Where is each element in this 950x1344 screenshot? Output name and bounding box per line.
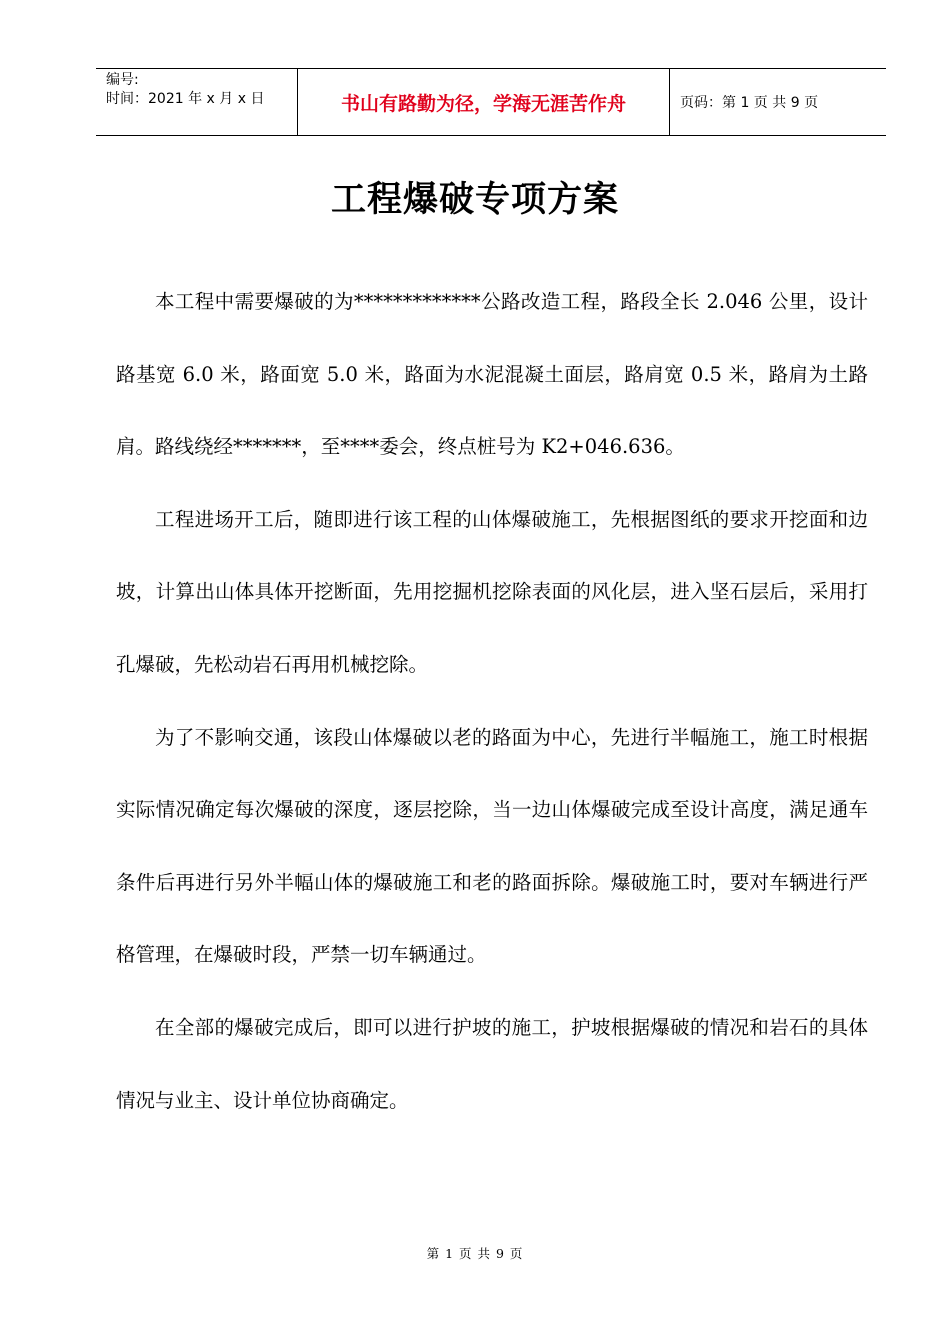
header-page-cell — [670, 69, 886, 135]
page-header — [96, 68, 886, 136]
paragraph-1: 本工程中需要爆破的为*************公路改造工程，路段全长 2.046 公里，设计路基宽 6.0 米，路面宽 5.0 米，路面为水泥混凝土面层，路肩宽 0.5 米，路肩为土路肩。路线绕经*******，至****委会，终点桩号为 K2+046.636。 — [116, 290, 868, 459]
header-meta-cell — [96, 69, 298, 135]
motto-text: 书山有路勤为径，学海无涯苦作舟 — [340, 92, 626, 115]
header-page-number: 页码：第 1 页 共 9 页 — [680, 95, 819, 111]
document-body — [116, 266, 868, 1137]
paragraph-4: 在全部的爆破完成后，即可以进行护坡的施工，护坡根据爆破的情况和岩石的具体情况与业主、设计单位协商确定。 — [116, 1015, 868, 1112]
document-title: 工程爆破专项方案 — [330, 180, 619, 220]
header-motto-cell — [298, 69, 670, 135]
time-label: 时间：2021 年 x 月 x 日 — [106, 91, 265, 107]
paragraph-3: 为了不影响交通，该段山体爆破以老的路面为中心，先进行半幅施工，施工时根据实际情况确定每次爆破的深度，逐层挖除，当一边山体爆破完成至设计高度，满足通车条件后再进行另外半幅山体的爆破施工和老的路面拆除。爆破施工时，要对车辆进行严格管理，在爆破时段，严禁一切车辆通过。 — [116, 725, 868, 967]
serial-number-label: 编号: — [106, 72, 139, 88]
paragraph-2: 工程进场开工后，随即进行该工程的山体爆破施工，先根据图纸的要求开挖面和边坡，计算出山体具体开挖断面，先用挖掘机挖除表面的风化层，进入坚石层后，采用打孔爆破，先松动岩石再用机械挖除。 — [116, 507, 868, 676]
page-footer: 第 1 页 共 9 页 — [426, 1246, 524, 1261]
